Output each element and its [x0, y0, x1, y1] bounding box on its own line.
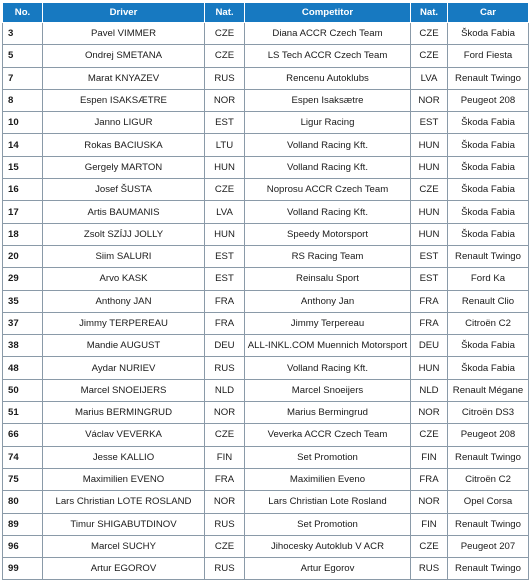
- cell-car: Renault Twingo: [448, 513, 529, 535]
- cell-number: 3: [3, 23, 43, 45]
- cell-driver: Anthony JAN: [43, 290, 205, 312]
- table-row: [3, 468, 529, 490]
- cell-driver-nationality: RUS: [205, 513, 245, 535]
- cell-car: Škoda Fabia: [448, 23, 529, 45]
- cell-number: 96: [3, 535, 43, 557]
- table-row: [3, 268, 529, 290]
- table-row: [3, 179, 529, 201]
- cell-competitor: Espen Isaksætre: [245, 89, 411, 111]
- cell-car: Škoda Fabia: [448, 112, 529, 134]
- cell-competitor: Reinsalu Sport: [245, 268, 411, 290]
- cell-car: Renault Twingo: [448, 558, 529, 580]
- cell-competitor: Ligur Racing: [245, 112, 411, 134]
- cell-number: 37: [3, 312, 43, 334]
- cell-number: 75: [3, 468, 43, 490]
- cell-competitor-nationality: FRA: [411, 468, 448, 490]
- cell-driver-nationality: HUN: [205, 223, 245, 245]
- table-row: [3, 424, 529, 446]
- cell-competitor-nationality: CZE: [411, 179, 448, 201]
- cell-driver: Aydar NURIEV: [43, 357, 205, 379]
- cell-car: Citroën C2: [448, 312, 529, 334]
- cell-competitor-nationality: RUS: [411, 558, 448, 580]
- cell-driver: Marius BERMINGRUD: [43, 402, 205, 424]
- cell-competitor: Set Promotion: [245, 513, 411, 535]
- cell-competitor-nationality: EST: [411, 245, 448, 267]
- entry-list-table: [2, 2, 529, 580]
- cell-driver-nationality: DEU: [205, 335, 245, 357]
- cell-competitor-nationality: DEU: [411, 335, 448, 357]
- cell-driver: Arvo KASK: [43, 268, 205, 290]
- cell-competitor-nationality: NLD: [411, 379, 448, 401]
- table-row: [3, 112, 529, 134]
- cell-competitor-nationality: HUN: [411, 201, 448, 223]
- cell-competitor: RS Racing Team: [245, 245, 411, 267]
- table-row: [3, 558, 529, 580]
- cell-number: 29: [3, 268, 43, 290]
- cell-competitor: Volland Racing Kft.: [245, 134, 411, 156]
- table-row: [3, 223, 529, 245]
- cell-number: 51: [3, 402, 43, 424]
- table-row: [3, 446, 529, 468]
- cell-car: Ford Fiesta: [448, 45, 529, 67]
- cell-driver: Espen ISAKSÆTRE: [43, 89, 205, 111]
- cell-competitor: Maximilien Eveno: [245, 468, 411, 490]
- cell-competitor: Jihocesky Autoklub V ACR: [245, 535, 411, 557]
- cell-competitor-nationality: CZE: [411, 23, 448, 45]
- cell-number: 48: [3, 357, 43, 379]
- cell-competitor-nationality: EST: [411, 268, 448, 290]
- cell-competitor-nationality: EST: [411, 112, 448, 134]
- cell-driver: Václav VEVERKA: [43, 424, 205, 446]
- cell-car: Ford Ka: [448, 268, 529, 290]
- cell-competitor: Set Promotion: [245, 446, 411, 468]
- cell-number: 35: [3, 290, 43, 312]
- header-driver-nationality: Nat.: [205, 3, 245, 23]
- table-row: [3, 23, 529, 45]
- cell-car: Škoda Fabia: [448, 156, 529, 178]
- table-row: [3, 402, 529, 424]
- cell-car: Citroën C2: [448, 468, 529, 490]
- cell-driver-nationality: CZE: [205, 45, 245, 67]
- cell-driver-nationality: HUN: [205, 156, 245, 178]
- cell-driver: Lars Christian LOTE ROSLAND: [43, 491, 205, 513]
- cell-competitor-nationality: NOR: [411, 89, 448, 111]
- cell-number: 66: [3, 424, 43, 446]
- cell-driver: Janno LIGUR: [43, 112, 205, 134]
- cell-number: 14: [3, 134, 43, 156]
- cell-number: 8: [3, 89, 43, 111]
- cell-driver: Artis BAUMANIS: [43, 201, 205, 223]
- table-row: [3, 335, 529, 357]
- cell-car: Škoda Fabia: [448, 357, 529, 379]
- cell-driver: Marcel SUCHY: [43, 535, 205, 557]
- table-row: [3, 156, 529, 178]
- header-competitor-nationality: Nat.: [411, 3, 448, 23]
- cell-competitor-nationality: FIN: [411, 446, 448, 468]
- table-row: [3, 357, 529, 379]
- cell-competitor: Marcel Snoeijers: [245, 379, 411, 401]
- cell-driver-nationality: NOR: [205, 89, 245, 111]
- cell-car: Opel Corsa: [448, 491, 529, 513]
- table-header-row: [3, 3, 529, 23]
- cell-competitor: Speedy Motorsport: [245, 223, 411, 245]
- table-row: [3, 535, 529, 557]
- cell-competitor-nationality: FIN: [411, 513, 448, 535]
- cell-car: Renault Mégane: [448, 379, 529, 401]
- cell-competitor: Lars Christian Lote Rosland: [245, 491, 411, 513]
- table-row: [3, 312, 529, 334]
- cell-competitor: Rencenu Autoklubs: [245, 67, 411, 89]
- cell-driver: Maximilien EVENO: [43, 468, 205, 490]
- cell-number: 17: [3, 201, 43, 223]
- cell-competitor: Noprosu ACCR Czech Team: [245, 179, 411, 201]
- cell-driver-nationality: FIN: [205, 446, 245, 468]
- cell-competitor-nationality: CZE: [411, 535, 448, 557]
- cell-competitor-nationality: FRA: [411, 312, 448, 334]
- header-number: No.: [3, 3, 43, 23]
- cell-number: 38: [3, 335, 43, 357]
- cell-driver: Jesse KALLIO: [43, 446, 205, 468]
- header-driver: Driver: [43, 3, 205, 23]
- cell-competitor-nationality: HUN: [411, 357, 448, 379]
- cell-driver-nationality: RUS: [205, 67, 245, 89]
- cell-driver-nationality: CZE: [205, 23, 245, 45]
- cell-driver: Jimmy TERPEREAU: [43, 312, 205, 334]
- cell-driver-nationality: CZE: [205, 424, 245, 446]
- table-row: [3, 134, 529, 156]
- cell-driver-nationality: EST: [205, 268, 245, 290]
- cell-number: 15: [3, 156, 43, 178]
- cell-car: Renault Twingo: [448, 67, 529, 89]
- cell-driver: Timur SHIGABUTDINOV: [43, 513, 205, 535]
- cell-driver-nationality: FRA: [205, 290, 245, 312]
- cell-number: 10: [3, 112, 43, 134]
- cell-competitor-nationality: HUN: [411, 156, 448, 178]
- cell-driver: Siim SALURI: [43, 245, 205, 267]
- cell-car: Škoda Fabia: [448, 201, 529, 223]
- cell-car: Škoda Fabia: [448, 223, 529, 245]
- cell-competitor-nationality: HUN: [411, 134, 448, 156]
- cell-competitor: Artur Egorov: [245, 558, 411, 580]
- cell-driver: Josef ŠUSTA: [43, 179, 205, 201]
- cell-driver-nationality: FRA: [205, 468, 245, 490]
- cell-driver-nationality: LVA: [205, 201, 245, 223]
- cell-car: Peugeot 208: [448, 424, 529, 446]
- cell-competitor: Veverka ACCR Czech Team: [245, 424, 411, 446]
- cell-competitor-nationality: NOR: [411, 402, 448, 424]
- header-competitor: Competitor: [245, 3, 411, 23]
- cell-competitor-nationality: HUN: [411, 223, 448, 245]
- cell-number: 80: [3, 491, 43, 513]
- cell-driver: Marat KNYAZEV: [43, 67, 205, 89]
- cell-number: 18: [3, 223, 43, 245]
- cell-driver-nationality: NOR: [205, 402, 245, 424]
- cell-competitor-nationality: FRA: [411, 290, 448, 312]
- cell-competitor: ALL-INKL.COM Muennich Motorsport: [245, 335, 411, 357]
- cell-driver-nationality: LTU: [205, 134, 245, 156]
- cell-car: Škoda Fabia: [448, 335, 529, 357]
- cell-driver: Mandie AUGUST: [43, 335, 205, 357]
- cell-driver: Pavel VIMMER: [43, 23, 205, 45]
- cell-driver: Ondrej SMETANA: [43, 45, 205, 67]
- cell-competitor: Volland Racing Kft.: [245, 357, 411, 379]
- table-row: [3, 201, 529, 223]
- header-car: Car: [448, 3, 529, 23]
- cell-competitor: Diana ACCR Czech Team: [245, 23, 411, 45]
- table-row: [3, 89, 529, 111]
- cell-car: Peugeot 207: [448, 535, 529, 557]
- cell-competitor: Marius Bermingrud: [245, 402, 411, 424]
- cell-competitor: LS Tech ACCR Czech Team: [245, 45, 411, 67]
- cell-number: 5: [3, 45, 43, 67]
- cell-car: Renault Clio: [448, 290, 529, 312]
- cell-number: 74: [3, 446, 43, 468]
- cell-number: 50: [3, 379, 43, 401]
- cell-driver-nationality: EST: [205, 112, 245, 134]
- cell-competitor: Volland Racing Kft.: [245, 156, 411, 178]
- cell-number: 99: [3, 558, 43, 580]
- cell-driver-nationality: RUS: [205, 558, 245, 580]
- cell-number: 20: [3, 245, 43, 267]
- cell-competitor: Anthony Jan: [245, 290, 411, 312]
- cell-driver-nationality: CZE: [205, 179, 245, 201]
- cell-car: Škoda Fabia: [448, 179, 529, 201]
- cell-competitor-nationality: LVA: [411, 67, 448, 89]
- cell-car: Renault Twingo: [448, 446, 529, 468]
- cell-driver-nationality: RUS: [205, 357, 245, 379]
- cell-number: 16: [3, 179, 43, 201]
- cell-driver: Zsolt SZÍJJ JOLLY: [43, 223, 205, 245]
- cell-competitor-nationality: CZE: [411, 424, 448, 446]
- table-row: [3, 45, 529, 67]
- cell-number: 89: [3, 513, 43, 535]
- table-row: [3, 290, 529, 312]
- cell-driver: Rokas BACIUSKA: [43, 134, 205, 156]
- cell-competitor: Volland Racing Kft.: [245, 201, 411, 223]
- table-row: [3, 513, 529, 535]
- cell-driver-nationality: FRA: [205, 312, 245, 334]
- table-body: [3, 23, 529, 580]
- cell-car: Renault Twingo: [448, 245, 529, 267]
- cell-driver: Marcel SNOEIJERS: [43, 379, 205, 401]
- cell-competitor-nationality: CZE: [411, 45, 448, 67]
- cell-car: Škoda Fabia: [448, 134, 529, 156]
- cell-driver-nationality: CZE: [205, 535, 245, 557]
- cell-competitor: Jimmy Terpereau: [245, 312, 411, 334]
- cell-competitor-nationality: NOR: [411, 491, 448, 513]
- cell-driver: Artur EGOROV: [43, 558, 205, 580]
- cell-driver-nationality: EST: [205, 245, 245, 267]
- cell-driver: Gergely MARTON: [43, 156, 205, 178]
- cell-number: 7: [3, 67, 43, 89]
- table-row: [3, 379, 529, 401]
- cell-driver-nationality: NLD: [205, 379, 245, 401]
- table-row: [3, 67, 529, 89]
- cell-car: Peugeot 208: [448, 89, 529, 111]
- cell-car: Citroën DS3: [448, 402, 529, 424]
- table-row: [3, 245, 529, 267]
- cell-driver-nationality: NOR: [205, 491, 245, 513]
- table-row: [3, 491, 529, 513]
